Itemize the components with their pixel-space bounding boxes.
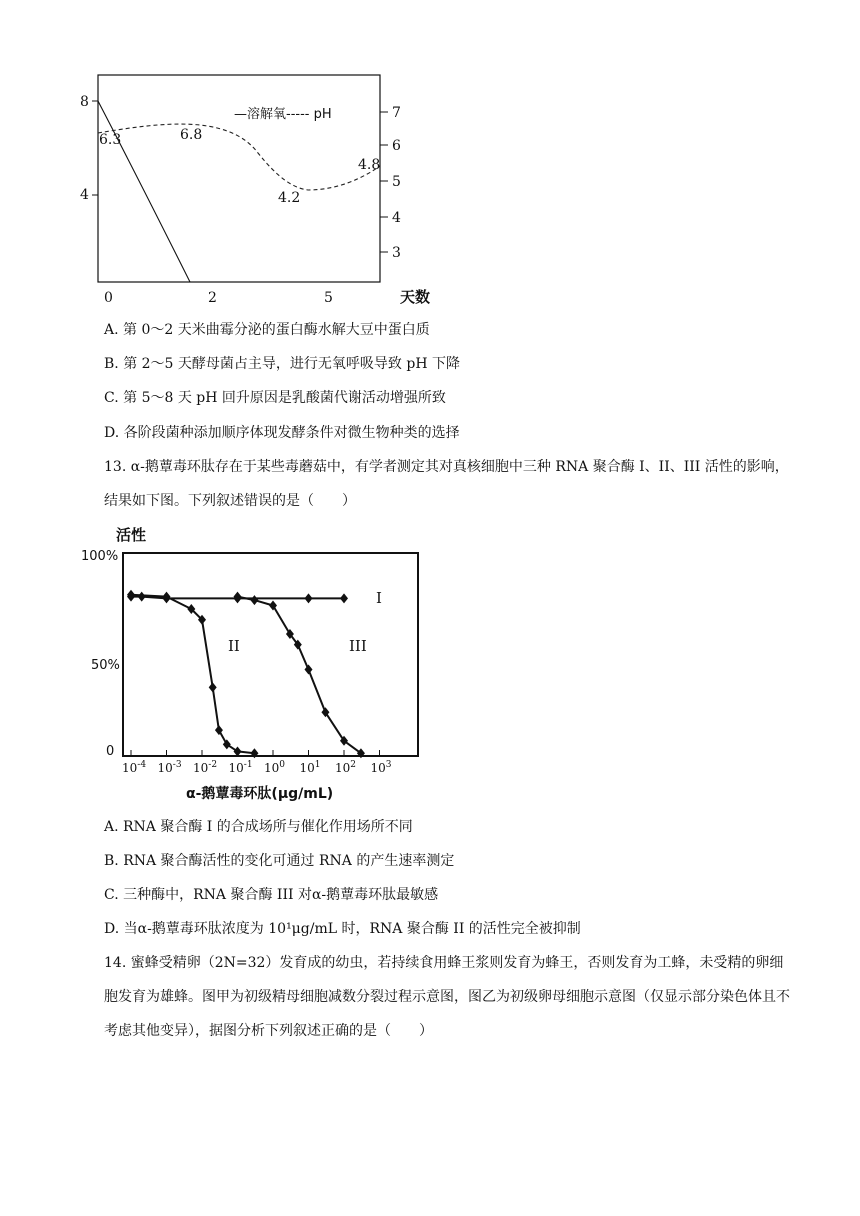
x-tick-label: $10^2$: [335, 760, 357, 775]
dissolved-oxygen-curve: [98, 101, 190, 282]
series-line: [238, 597, 361, 754]
x-tick-label: $10^{-1}$: [228, 760, 253, 775]
series-label-iii: III: [349, 637, 367, 655]
q12-option-a: A. 第 0～2 天米曲霉分泌的蛋白酶水解大豆中蛋白质: [104, 322, 430, 338]
q13-option-b: B. RNA 聚合酶活性的变化可通过 RNA 的产生速率测定: [104, 853, 455, 869]
x-tick-label: 5: [324, 290, 333, 306]
q13-option-a: A. RNA 聚合酶 I 的合成场所与催化作用场所不同: [104, 819, 413, 835]
chart-frame: [123, 553, 418, 756]
data-point: [234, 592, 242, 602]
data-point: [138, 592, 146, 602]
ph-annotation: 4.2: [278, 190, 301, 206]
y-axis-label: 活性: [116, 526, 147, 544]
q13-stem: 13. α-鹅蕈毒环肽存在于某些毒蘑菇中，有学者测定其对真核细胞中三种 RNA 聚合酶 I、II、III 活性的影响，结果如下图。下列叙述错误的是（ ）: [104, 459, 789, 509]
right-tick-label: 4: [392, 210, 401, 226]
x-tick-label: 0: [104, 290, 113, 306]
data-point: [209, 682, 217, 692]
right-tick-label: 7: [392, 105, 401, 121]
x-tick-label: $10^{-2}$: [193, 760, 218, 775]
chart-legend: —溶解氧----- pH: [234, 107, 332, 122]
right-tick-label: 6: [392, 138, 401, 154]
series-line: [131, 595, 254, 753]
left-tick-label: 4: [80, 187, 89, 203]
right-tick-label: 3: [392, 245, 401, 261]
y-tick-label: 100%: [81, 549, 119, 564]
q12-option-d: D. 各阶段菌种添加顺序体现发酵条件对微生物种类的选择: [104, 425, 460, 441]
activity-series: [127, 590, 365, 758]
fermentation-chart: [78, 68, 440, 310]
data-point: [250, 595, 258, 605]
ph-annotation: 4.8: [358, 157, 381, 173]
x-tick-label: $10^3$: [370, 760, 392, 775]
y-tick-label: 0: [106, 744, 115, 759]
series-label-i: I: [376, 589, 382, 607]
data-point: [340, 593, 348, 603]
q13-option-d: D. 当α-鹅蕈毒环肽浓度为 10¹μg/mL 时，RNA 聚合酶 II 的活性完全被抑制: [104, 921, 581, 937]
polymerase-activity-chart: [78, 522, 438, 802]
q14-stem: 14. 蜜蜂受精卵（2N=32）发育成的幼虫，若持续食用蜂王浆则发育为蜂王，否则发育为工蜂，未受精的卵细胞发育为雄蜂。图甲为初级精母细胞减数分裂过程示意图，图乙为初级卵母细胞示意图（仅显示部分染色体且不考虑其他变异），据图分析下列叙述正确的是（ ）: [104, 955, 790, 1039]
x-axis-label: 天数: [400, 288, 431, 306]
q12-option-c: C. 第 5～8 天 pH 回升原因是乳酸菌代谢活动增强所致: [104, 390, 446, 406]
q13-option-c: C. 三种酶中，RNA 聚合酶 III 对α-鹅蕈毒环肽最敏感: [104, 887, 439, 903]
left-tick-label: 8: [80, 94, 89, 110]
x-tick-label: $10^1$: [299, 760, 321, 775]
x-axis-label: α-鹅蕈毒环肽(μg/mL): [186, 786, 334, 802]
data-point: [305, 593, 313, 603]
data-point: [163, 592, 171, 602]
x-tick-label: $10^0$: [264, 760, 286, 775]
q12-option-b: B. 第 2～5 天酵母菌占主导，进行无氧呼吸导致 pH 下降: [104, 356, 460, 372]
ph-annotation: 6.3: [99, 132, 122, 148]
ph-annotation: 6.8: [180, 127, 203, 143]
x-tick-label: $10^{-3}$: [157, 760, 182, 775]
data-point: [127, 590, 135, 600]
series-label-ii: II: [228, 637, 240, 655]
ph-curve: [98, 124, 380, 190]
x-tick-label: 2: [208, 290, 217, 306]
data-point: [234, 746, 242, 756]
x-tick-label: $10^{-4}$: [122, 760, 147, 775]
right-tick-label: 5: [392, 174, 401, 190]
data-point: [305, 665, 313, 675]
y-tick-label: 50%: [91, 658, 120, 673]
